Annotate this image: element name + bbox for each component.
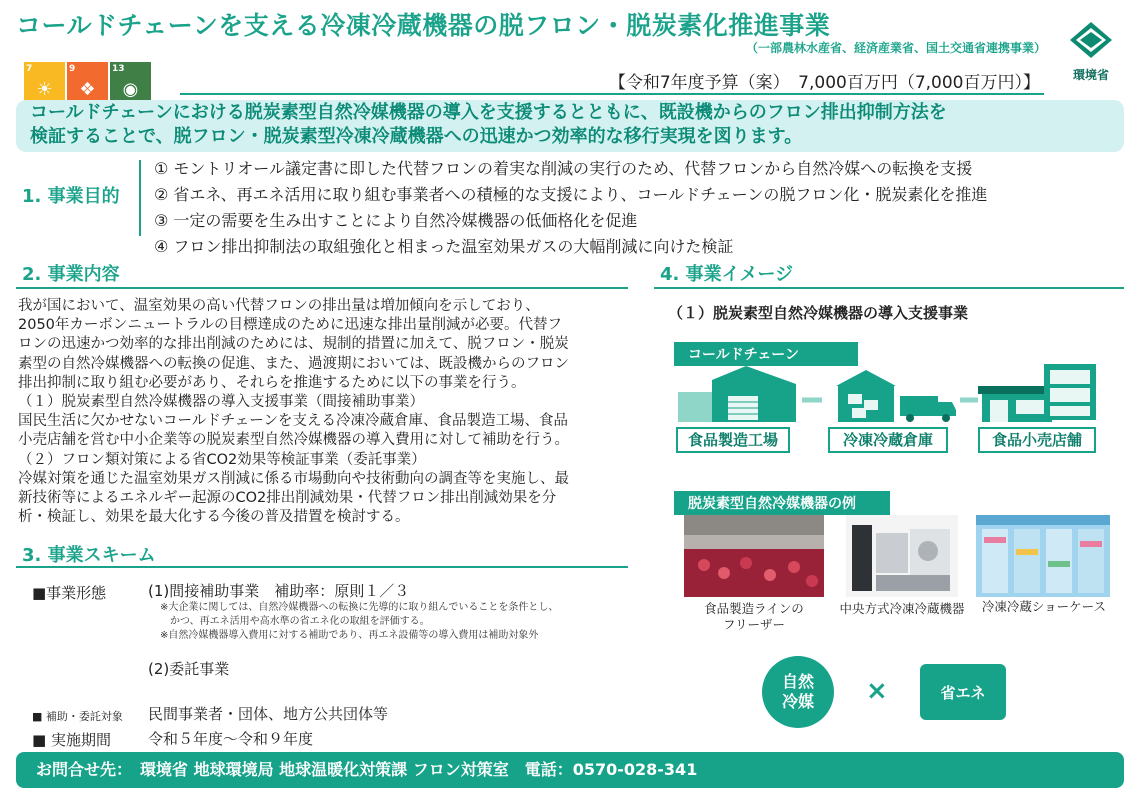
form-value-1: (1)間接補助事業 補助率：原則１／３: [148, 582, 410, 600]
photo-caption-showcase: 冷凍冷蔵ショーケース: [981, 599, 1107, 614]
note-line: かつ、再エネ活用や高水準の省エネ化の取組を評価する。: [160, 616, 430, 627]
contact-footer: お問合せ先： 環境省 地球環境局 地球温暖化対策課 フロン対策室 電話：0570-028-341: [16, 752, 1124, 788]
objective-item: ④ フロン排出抑制法の取組強化と相まった温室効果ガスの大幅削減に向けた検証: [154, 237, 734, 256]
photo-caption-freezer: 食品製造ラインの フリーザー: [704, 601, 804, 632]
section-4-heading: 4. 事業イメージ: [660, 264, 794, 285]
facility-food-retail: 食品小売店舗: [978, 427, 1096, 453]
body-line: 小売店舗を営む中小企業等の脱炭素型自然冷媒機器の導入費用に対して補助を行う。: [18, 432, 569, 449]
page-subtitle: （一部農林水産省、経済産業省、国土交通省連携事業）: [745, 41, 1046, 55]
cold-chain-tag: コールドチェーン: [674, 342, 858, 366]
objective-item: ③ 一定の需要を生み出すことにより自然冷媒機器の低価格化を促進: [154, 211, 638, 230]
body-line: 新技術等によるエネルギー起源のCO2排出削減効果・代替フロン排出削減効果を分: [18, 490, 557, 507]
body-line: ロンの迅速かつ効率的な排出削減のためには、規制的措置に加えて、脱フロン・脱炭: [18, 336, 569, 353]
sdg-icons: [24, 62, 151, 103]
sdg-13-icon: 13 ◉: [110, 62, 151, 103]
target-value: 民間事業者・団体、地方公共団体等: [148, 705, 389, 723]
section-3-heading: 3. 事業スキーム: [22, 545, 156, 566]
body-line: 2050年カーボンニュートラルの目標達成のために迅速な排出量削減が必要。代替フ: [18, 317, 562, 334]
showcase-icon: [1044, 364, 1096, 420]
period-label: ■ 実施期間: [32, 731, 111, 749]
note-line: ※大企業に関しては、自然冷媒機器への転換に先導的に取り組んでいることを条件とし、: [160, 602, 559, 613]
body-line: （１）脱炭素型自然冷媒機器の導入支援事業（間接補助事業）: [18, 394, 424, 411]
truck-icon: [900, 396, 956, 422]
facility-cold-warehouse: 冷凍冷蔵倉庫: [828, 427, 948, 453]
objective-item: ② 省エネ、再エネ活用に取り組む事業者への積極的な支援により、コールドチェーンの脱フロン化・脱炭素化を推進: [154, 185, 988, 204]
sdg-9-icon: 9 ❖: [67, 62, 108, 103]
body-line: 我が国において、温室効果の高い代替フロンの排出量は増加傾向を示しており、: [18, 298, 540, 314]
body-line: 析・検証し、効果を最大化する今後の普及措置を検討する。: [18, 509, 410, 526]
cold-chain-illustration: [672, 362, 1132, 426]
section-1-heading: 1. 事業目的: [22, 186, 120, 207]
section-2-body: [18, 297, 628, 527]
times-icon: ×: [866, 676, 888, 706]
showcase-photo: [976, 515, 1110, 597]
section-4-subheading: （１）脱炭素型自然冷媒機器の導入支援事業: [668, 304, 969, 322]
purpose-text: [30, 101, 1120, 149]
central-refrigeration-photo: [846, 515, 958, 597]
freezer-line-photo: [684, 515, 824, 597]
photo-caption-central: 中央方式冷凍冷蔵機器: [839, 601, 965, 616]
section-1-divider: [139, 160, 141, 236]
body-line: （２）フロン類対策による省CO2効果等検証事業（委託事業）: [18, 451, 426, 468]
purpose-line-1: コールドチェーンにおける脱炭素型自然冷媒機器の導入を支援するとともに、既設機からのフロン排出抑制方法を: [30, 102, 947, 123]
target-label: ■ 補助・委託対象: [32, 710, 123, 723]
section-2-rule: [16, 287, 628, 289]
moe-logo-icon: [1068, 20, 1114, 60]
objective-item: ① モントリオール議定書に即した代替フロンの着実な削減の実行のため、代替フロンから自然冷媒への転換を支援: [154, 159, 973, 178]
factory-icon: [678, 366, 796, 422]
body-line: 素型の自然冷媒機器への転換の促進、また、過渡期においては、既設機からのフロン: [18, 355, 569, 372]
logo-text: 環境省: [1072, 68, 1109, 82]
natural-refrigerant-circle: 自然 冷媒: [762, 656, 834, 728]
sdg-7-icon: 7 ☀: [24, 62, 65, 103]
facility-food-factory: 食品製造工場: [676, 427, 790, 453]
form-value-2: (2)委託事業: [148, 660, 230, 678]
note-line: ※自然冷媒機器導入費用に対する補助であり、再エネ設備等の導入費用は補助対象外: [160, 630, 539, 641]
budget-line: 【令和7年度予算（案） 7,000百万円（7,000百万円）】: [180, 68, 1044, 95]
scheme-notes: [160, 601, 558, 643]
section-2-heading: 2. 事業内容: [22, 264, 120, 285]
period-value: 令和５年度～令和９年度: [148, 730, 314, 748]
body-line: 冷媒対策を通じた温室効果ガス削減に係る市場動向や技術動向の調査等を実施し、最: [18, 470, 569, 487]
form-label: ■事業形態: [32, 584, 107, 602]
page-title: コールドチェーンを支える冷凍冷蔵機器の脱フロン・脱炭素化推進事業: [16, 11, 831, 40]
section-4-rule: [654, 287, 1124, 289]
body-line: 国民生活に欠かせないコールドチェーンを支える冷凍冷蔵倉庫、食品製造工場、食品: [18, 413, 568, 430]
ministry-logo: [1056, 20, 1126, 83]
section-3-rule: [16, 566, 628, 568]
energy-saving-box: 省エネ: [920, 664, 1006, 720]
body-line: 排出抑制に取り組む必要があり、それらを推進するために以下の事業を行う。: [18, 374, 526, 391]
purpose-line-2: 検証することで、脱フロン・脱炭素型冷凍冷蔵機器への迅速かつ効率的な移行実現を図ります。: [30, 126, 803, 147]
examples-tag: 脱炭素型自然冷媒機器の例: [674, 491, 890, 515]
warehouse-icon: [836, 370, 896, 422]
objectives-list: [154, 156, 987, 260]
